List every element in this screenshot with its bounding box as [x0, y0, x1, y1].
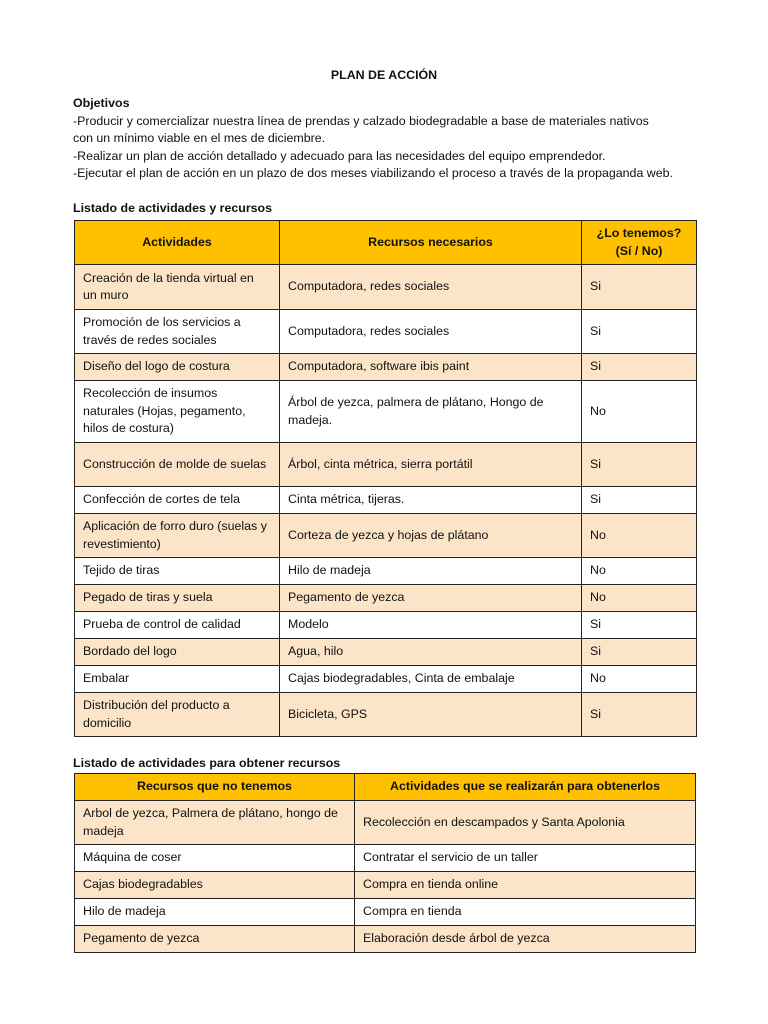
table-row [75, 612, 697, 639]
availability-cell: Si [582, 639, 697, 666]
resources-cell: Agua, hilo [280, 639, 582, 666]
activity-cell: Diseño del logo de costura [75, 354, 280, 381]
table-row [75, 845, 696, 872]
table-header-row [75, 221, 697, 265]
availability-cell: No [582, 558, 697, 585]
objective-line: -Producir y comercializar nuestra línea de prendas y calzado biodegradable a base de materiales nativos [73, 113, 649, 128]
availability-cell: Si [582, 443, 697, 487]
resources-cell: Árbol de yezca, palmera de plátano, Hongo de madeja. [280, 381, 582, 443]
activity-cell: Distribución del producto a domicilio [75, 693, 280, 737]
obtain-activity-cell: Elaboración desde árbol de yezca [355, 926, 696, 953]
resources-cell: Computadora, redes sociales [280, 265, 582, 310]
header-recursos: Recursos necesarios [280, 221, 582, 265]
activity-cell: Promoción de los servicios a través de redes sociales [75, 310, 280, 354]
activity-cell: Confección de cortes de tela [75, 487, 280, 514]
availability-cell: Si [582, 310, 697, 354]
obtain-activity-cell: Compra en tienda online [355, 872, 696, 899]
activity-cell: Construcción de molde de suelas [75, 443, 280, 487]
missing-resource-cell: Arbol de yezca, Palmera de plátano, hongo de madeja [75, 801, 355, 845]
availability-cell: No [582, 666, 697, 693]
header-actividades-obtener: Actividades que se realizarán para obtenerlos [355, 774, 696, 801]
table-row [75, 585, 697, 612]
availability-cell: Si [582, 487, 697, 514]
table-row [75, 381, 697, 443]
activity-cell: Bordado del logo [75, 639, 280, 666]
resources-cell: Modelo [280, 612, 582, 639]
resources-cell: Computadora, software ibis paint [280, 354, 582, 381]
availability-cell: No [582, 381, 697, 443]
header-recursos-no-tenemos: Recursos que no tenemos [75, 774, 355, 801]
availability-cell: No [582, 514, 697, 558]
table-row [75, 514, 697, 558]
activity-cell: Pegado de tiras y suela [75, 585, 280, 612]
resources-cell: Computadora, redes sociales [280, 310, 582, 354]
objectives-section [73, 95, 713, 183]
resources-cell: Corteza de yezca y hojas de plátano [280, 514, 582, 558]
objective-line: -Ejecutar el plan de acción en un plazo de dos meses viabilizando el proceso a través de la propaganda web. [73, 166, 673, 180]
header-lo-tenemos-line2: (Sí / No) [615, 243, 663, 258]
resources-table-heading: Listado de actividades para obtener recursos [73, 756, 341, 770]
missing-resource-cell: Pegamento de yezca [75, 926, 355, 953]
activities-table [74, 220, 697, 737]
resources-cell: Hilo de madeja [280, 558, 582, 585]
objectives-heading: Objetivos [73, 96, 130, 110]
table-row [75, 693, 697, 737]
header-lo-tenemos-line1: ¿Lo tenemos? [596, 226, 682, 240]
activity-cell: Creación de la tienda virtual en un muro [75, 265, 280, 310]
resources-cell: Árbol, cinta métrica, sierra portátil [280, 443, 582, 487]
missing-resource-cell: Máquina de coser [75, 845, 355, 872]
table-row [75, 265, 697, 310]
table-row [75, 558, 697, 585]
activity-cell: Prueba de control de calidad [75, 612, 280, 639]
activity-cell: Aplicación de forro duro (suelas y revestimiento) [75, 514, 280, 558]
table-row [75, 899, 696, 926]
resources-cell: Pegamento de yezca [280, 585, 582, 612]
header-lo-tenemos [582, 221, 697, 265]
resources-cell: Cajas biodegradables, Cinta de embalaje [280, 666, 582, 693]
obtain-activity-cell: Recolección en descampados y Santa Apolonia [355, 801, 696, 845]
table-row [75, 639, 697, 666]
header-actividades: Actividades [75, 221, 280, 265]
table-row [75, 801, 696, 845]
availability-cell: Si [582, 693, 697, 737]
objective-line: -Realizar un plan de acción detallado y adecuado para las necesidades del equipo emprendedor. [73, 148, 606, 163]
table-row [75, 872, 696, 899]
availability-cell: Si [582, 354, 697, 381]
activity-cell: Embalar [75, 666, 280, 693]
table-row [75, 354, 697, 381]
resources-cell: Bicicleta, GPS [280, 693, 582, 737]
table-row [75, 310, 697, 354]
availability-cell: Si [582, 265, 697, 310]
table-header-row [75, 774, 696, 801]
missing-resource-cell: Cajas biodegradables [75, 872, 355, 899]
resources-cell: Cinta métrica, tijeras. [280, 487, 582, 514]
obtain-activity-cell: Compra en tienda [355, 899, 696, 926]
table-row [75, 487, 697, 514]
availability-cell: Si [582, 612, 697, 639]
activity-cell: Recolección de insumos naturales (Hojas, pegamento, hilos de costura) [75, 381, 280, 443]
objective-line: con un mínimo viable en el mes de diciembre. [73, 131, 326, 145]
table-row [75, 926, 696, 953]
activity-cell: Tejido de tiras [75, 558, 280, 585]
missing-resource-cell: Hilo de madeja [75, 899, 355, 926]
availability-cell: No [582, 585, 697, 612]
activities-table-heading: Listado de actividades y recursos [73, 201, 273, 215]
resources-table [74, 773, 696, 953]
obtain-activity-cell: Contratar el servicio de un taller [355, 845, 696, 872]
table-row [75, 443, 697, 487]
table-row [75, 666, 697, 693]
page-title: PLAN DE ACCIÓN [330, 68, 438, 82]
